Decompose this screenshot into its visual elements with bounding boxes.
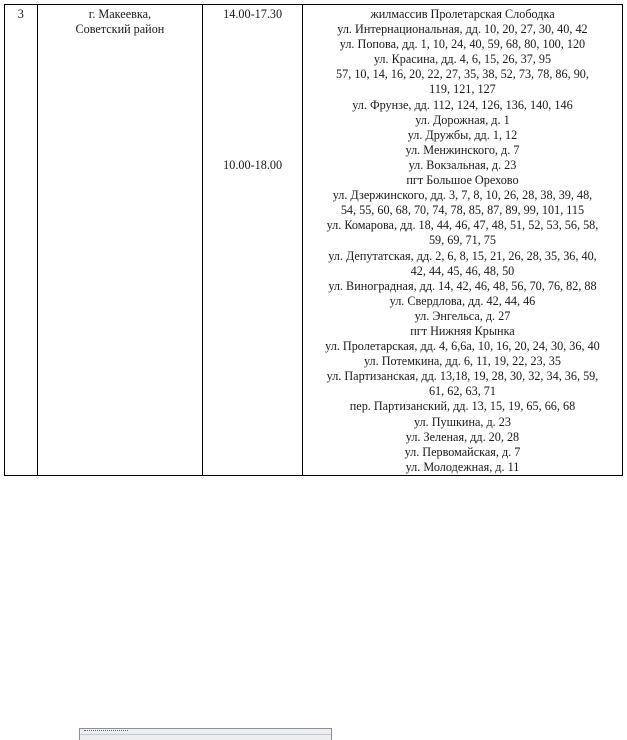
address-line: 57, 10, 14, 16, 20, 22, 27, 35, 38, 52, 73, 78, 86, 90, [336, 67, 589, 82]
address-line: ул. Дорожная, д. 1 [415, 112, 510, 127]
address-line: пгт Нижняя Крынка [410, 323, 515, 338]
address-line: ул. Фрунзе, дд. 112, 124, 126, 136, 140, 146 [352, 97, 573, 112]
address-line: ул. Интернациональная, дд. 10, 20, 27, 30, 40, 42 [337, 22, 588, 37]
row-number-cell [5, 5, 38, 476]
address-line: ул. Потемкина, дд. 6, 11, 19, 22, 23, 35 [364, 354, 561, 369]
time-spacer [206, 22, 299, 158]
embedded-object-frame[interactable] [79, 728, 332, 740]
address-line: ул. Энгельса, д. 27 [414, 308, 511, 323]
address-line: ул. Дзержинского, дд. 3, 7, 8, 10, 26, 28, 38, 39, 48, [332, 188, 593, 203]
address-line: 119, 121, 127 [429, 82, 496, 97]
address-line: 59, 69, 71, 75 [428, 233, 496, 248]
address-line: пер. Партизанский, дд. 13, 15, 19, 65, 66, 68 [349, 399, 576, 414]
address-line: ул. Вокзальная, д. 23 [408, 157, 517, 172]
schedule-table [4, 4, 623, 476]
address-line: ул. Свердлова, дд. 42, 44, 46 [389, 293, 536, 308]
object-divider [80, 734, 331, 735]
address-line: ул. Зеленая, дд. 20, 28 [405, 429, 520, 444]
row-number: 3 [17, 7, 24, 21]
address-line: жилмассив Пролетарская Слободка [370, 7, 555, 21]
object-caption-mark [84, 730, 128, 733]
time-range: 10.00-18.00 [223, 158, 283, 173]
address-line: ул. Первомайская, д. 7 [404, 444, 521, 459]
address-line: ул. Дружбы, дд. 1, 12 [407, 127, 518, 142]
district-name: Советский район [75, 22, 165, 37]
address-line: ул. Партизанская, дд. 13,18, 19, 28, 30, 32, 34, 36, 59, [326, 369, 599, 384]
time-cell [203, 5, 303, 476]
address-line: ул. Попова, дд. 1, 10, 24, 40, 59, 68, 80, 100, 120 [339, 37, 586, 52]
city-cell [37, 5, 203, 476]
address-line: ул. Пролетарская, дд. 4, 6,6а, 10, 16, 20, 24, 30, 36, 40 [325, 339, 600, 354]
address-cell [302, 5, 622, 476]
address-line: ул. Менжинского, д. 7 [405, 142, 520, 157]
address-line: ул. Красина, дд. 4, 6, 15, 26, 37, 95 [373, 52, 552, 67]
address-line: ул. Виноградная, дд. 14, 42, 46, 48, 56, 70, 76, 82, 88 [328, 278, 597, 293]
address-line: 54, 55, 60, 68, 70, 74, 78, 85, 87, 89, 99, 101, 115 [340, 203, 585, 218]
city-name: г. Макеевка, [88, 7, 152, 21]
address-line: 42, 44, 45, 46, 48, 50 [410, 263, 515, 278]
time-range: 14.00-17.30 [223, 7, 283, 21]
address-line: 61, 62, 63, 71 [428, 384, 496, 399]
address-line: ул. Депутатская, дд. 2, 6, 8, 15, 21, 26, 28, 35, 36, 40, [328, 248, 597, 263]
address-line: пгт Большое Орехово [406, 173, 519, 188]
table-row [5, 5, 623, 476]
address-line: ул. Молодежная, д. 11 [405, 459, 520, 474]
address-line: ул. Пушкина, д. 23 [413, 414, 511, 429]
address-line: ул. Комарова, дд. 18, 44, 46, 47, 48, 51, 52, 53, 56, 58, [326, 218, 599, 233]
